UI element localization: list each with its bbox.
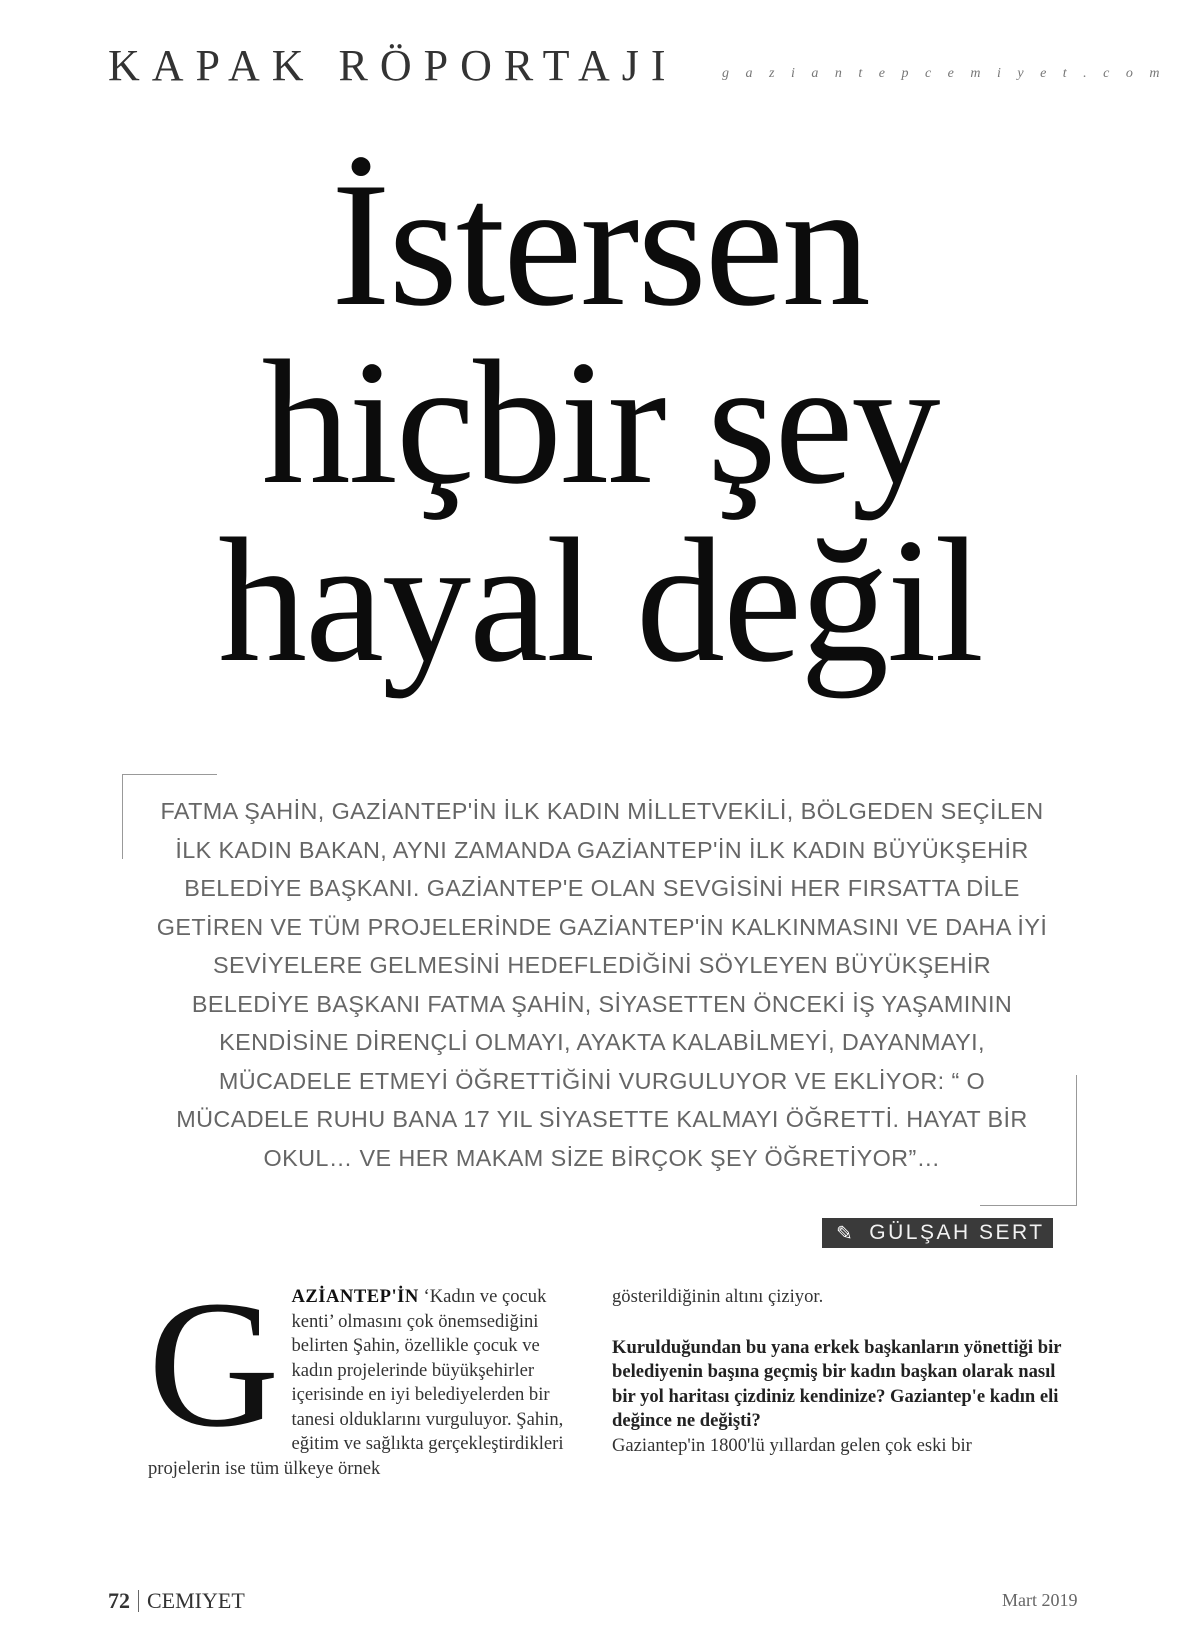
interview-question: Kurulduğundan bu yana erkek başkanların yönettiği bir belediyenin başına geçmiş bir kadın başkan olarak nasıl bir yol haritası çizdiniz kendinize? Gaziantep'e kadın eli değince ne değişti? — [612, 1336, 1062, 1431]
interview-answer: Gaziantep'in 1800'lü yıllardan gelen çok eski bir — [612, 1434, 972, 1456]
headline-line-1: İstersen — [331, 145, 869, 343]
issue-date: Mart 2019 — [1002, 1590, 1078, 1610]
body-column-left — [148, 1264, 568, 1481]
byline-badge — [822, 1218, 1053, 1248]
body-continuation: gösterildiğinin altını çiziyor. — [612, 1286, 824, 1307]
author-name: GÜLŞAH SERT — [869, 1221, 1045, 1244]
lede-box — [122, 774, 1077, 1206]
body-text-left: ‘Kadın ve çocuk kenti’ olmasını çok önemsediğini belirten Şahin, özellikle çocuk ve kadın projelerinde büyükşehirler içerisinde en iyi belediyelerden bir tanesi olduklarını vurguluyor. Şahin, eğitim ve sağlıkta gerçekleştirdikleri projelerin ise tüm ülkeye örnek — [148, 1286, 564, 1479]
lead-in: AZİANTEP'İN — [291, 1286, 419, 1307]
website-url[interactable]: g a z i a n t e p c e m i y e t . c o m — [722, 66, 1167, 81]
page-number: 72 — [108, 1588, 130, 1613]
body-column-right — [612, 1285, 1062, 1458]
folio-divider — [138, 1590, 139, 1612]
section-label: KAPAK RÖPORTAJI — [108, 41, 678, 90]
pen-icon: ✎ — [836, 1222, 856, 1245]
magazine-name: CEMIYET — [147, 1588, 245, 1613]
headline — [0, 145, 1200, 699]
drop-cap: G — [148, 1264, 280, 1465]
footer-folio — [108, 1588, 245, 1614]
lede-paragraph: FATMA ŞAHİN, GAZİANTEP'İN İLK KADIN MİLLETVEKİLİ, BÖLGEDEN SEÇİLEN İLK KADIN BAKAN, AYNI ZAMANDA GAZİANTEP'İN İLK KADIN BÜYÜKŞEHİR BELEDİYE BAŞKANI. GAZİANTEP'E OLAN SEVGİSİNİ HER FIRSATTA DİLE GETİREN VE TÜM PROJELERİNDE GAZİANTEP'İN KALKINMASINI VE DAHA İYİ SEVİYELERE GELMESİNİ HEDEFLEDİĞİNİ SÖYLEYEN BÜYÜKŞEHİR BELEDİYE BAŞKANI FATMA ŞAHİN, SİYASETTEN ÖNCEKİ İŞ YAŞAMININ KENDİSİNE DİRENÇLİ OLMAYI, AYAKTA KALABİLMEYİ, DAYANMAYI, MÜCADELE ETMEYİ ÖĞRETTİĞİNİ VURGULUYOR VE EKLİYOR: “ O MÜCADELE RUHU BANA 17 YIL SİYASETTE KALMAYI ÖĞRETTİ. HAYAT BİR OKUL… VE HER MAKAM SİZE BİRÇOK ŞEY ÖĞRETİYOR”… — [156, 798, 1048, 1171]
headline-line-2: hiçbir şey — [261, 323, 939, 521]
headline-line-3: hayal değil — [218, 501, 982, 699]
